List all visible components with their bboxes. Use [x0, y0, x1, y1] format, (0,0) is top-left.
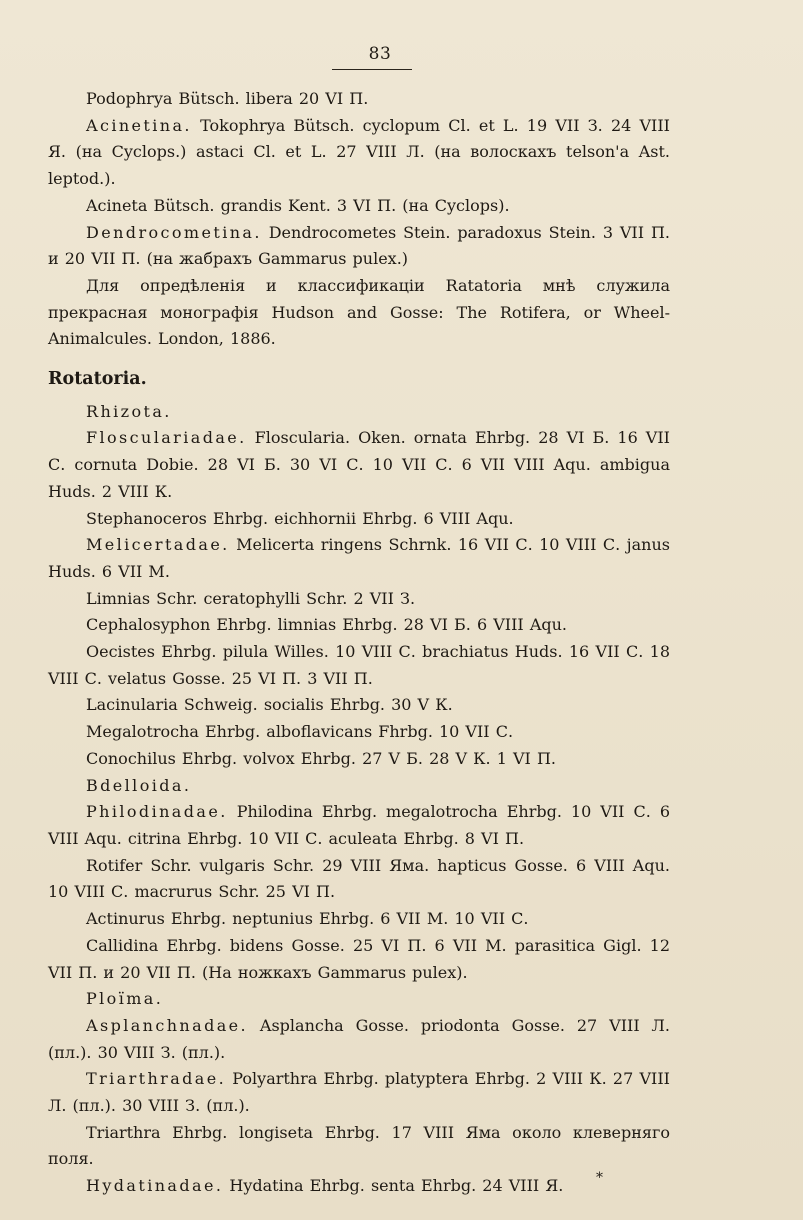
spaced-heading-term: Flosculariadae.: [86, 428, 247, 448]
text-paragraph: [48, 532, 670, 585]
text-paragraph: [48, 933, 670, 986]
text-paragraph: [48, 220, 670, 273]
text-paragraph: [48, 86, 670, 113]
text-paragraph: [48, 1173, 670, 1200]
paragraph-text: Megalotrocha Ehrbg. alboflavicans Fhrbg. 10 VII С.: [86, 722, 514, 742]
page-number: 83: [368, 44, 392, 64]
text-paragraph: [48, 719, 670, 746]
text-paragraph: [48, 986, 670, 1013]
text-paragraph: [48, 853, 670, 906]
text-paragraph: [48, 746, 670, 773]
header-rule: [332, 69, 412, 70]
text-paragraph: [48, 113, 670, 193]
spaced-heading-term: Asplanchnadae.: [86, 1015, 249, 1035]
paragraph-text: Cephalosyphon Ehrbg. limnias Ehrbg. 28 VI Б. 6 VIII Aqu.: [86, 615, 567, 635]
paragraph-text: Dendrocometes Stein. paradoxus Stein. 3 VII П. и 20 VII П. (на жабрахъ Gammarus pulex.): [48, 222, 670, 269]
text-paragraph: [48, 399, 670, 426]
paragraph-text: Hydatina Ehrbg. senta Ehrbg. 24 VIII Я.: [223, 1176, 564, 1196]
section-heading: [48, 366, 670, 393]
paragraph-text: Rotatoria.: [48, 369, 147, 390]
spaced-heading-term: Dendrocometina.: [86, 222, 262, 242]
spaced-heading-term: Philodinadae.: [86, 802, 228, 822]
paragraph-text: Polyarthra Ehrbg. platyptera Ehrbg. 2 VIII К. 27 VIII Л. (пл.). 30 VIII З. (пл.).: [48, 1069, 670, 1116]
text-paragraph: [48, 193, 670, 220]
paragraph-text: Oecistes Ehrbg. pilula Willes. 10 VIII С. brachiatus Huds. 16 VII С. 18 VIII С. velatus Gosse. 25 VI П. 3 VII П.: [48, 642, 670, 688]
spaced-heading-term: Hydatinadae.: [86, 1176, 224, 1196]
spaced-heading-term: Bdelloida.: [86, 775, 192, 795]
paragraph-text: Melicerta ringens Schrnk. 16 VII С. 10 VIII С. janus Huds. 6 VII М.: [48, 535, 670, 581]
paragraph-text: Acineta Bütsch. grandis Kent. 3 VI П. (на Cyclops).: [86, 195, 510, 215]
paragraph-text: Podophrya Bütsch. libera 20 VI П.: [86, 89, 369, 108]
paragraph-text: Limnias Schr. ceratophylli Schr. 2 VII З.: [86, 588, 416, 608]
page-body: [48, 86, 670, 1200]
paragraph-text: Tokophrya Bütsch. cyclopum Cl. et L. 19 VII З. 24 VIII Я. (на Cyclops.) astaci Cl. et L. 27 VIII Л. (на волоскахъ telson'а Ast. leptod.).: [48, 115, 670, 189]
paragraph-text: Philodina Ehrbg. megalotrocha Ehrbg. 10 VII С. 6 VIII Aqu. citrina Ehrbg. 10 VII С. aculeata Ehrbg. 8 VI П.: [48, 802, 670, 848]
paragraph-text: Floscularia. Oken. ornata Ehrbg. 28 VI Б. 16 VII С. cornuta Dobie. 28 VI Б. 30 VI С. 10 VII С. 6 VII VIII Aqu. ambigua Huds. 2 VIII К.: [48, 428, 670, 501]
text-paragraph: [48, 612, 670, 639]
spaced-heading-term: Melicertadae.: [86, 535, 230, 555]
paragraph-text: Conochilus Ehrbg. volvox Ehrbg. 27 V Б. 28 V К. 1 VI П.: [86, 748, 556, 768]
text-paragraph: [48, 1120, 670, 1173]
text-paragraph: [48, 273, 670, 353]
text-paragraph: [48, 425, 670, 505]
paragraph-text: Stephanoceros Ehrbg. eichhornii Ehrbg. 6 VIII Aqu.: [86, 508, 514, 528]
text-paragraph: [48, 1013, 670, 1066]
text-paragraph: [48, 692, 670, 719]
paragraph-text: Rotifer Schr. vulgaris Schr. 29 VIII Яма. hapticus Gosse. 6 VIII Aqu. 10 VIII С. macrurus Schr. 25 VI П.: [48, 855, 670, 902]
spaced-heading-term: Rhizota.: [86, 401, 172, 421]
spaced-heading-term: Acinetina.: [86, 115, 192, 135]
spaced-heading-term: Ploïma.: [86, 989, 164, 1009]
paragraph-text: Lacinularia Schweig. socialis Ehrbg. 30 V К.: [86, 695, 453, 715]
paragraph-text: Для опредѣленія и классификаціи Ratatoria мнѣ служила прекрасная монографія Hudson and Gosse: The Rotifera, or Wheel-Animalcules. London, 1886.: [48, 275, 670, 349]
footer-mark: *: [596, 1170, 603, 1186]
spaced-heading-term: Triarthradae.: [86, 1069, 227, 1089]
paragraph-text: Triarthra Ehrbg. longiseta Ehrbg. 17 VIII Яма около клеверняго поля.: [48, 1122, 670, 1169]
text-paragraph: [48, 906, 670, 933]
paragraph-text: Callidina Ehrbg. bidens Gosse. 25 VI П. 6 VII М. parasitica Gigl. 12 VII П. и 20 VII П. (На ножкахъ Gammarus pulex).: [48, 935, 670, 982]
text-paragraph: [48, 586, 670, 613]
text-paragraph: [48, 639, 670, 692]
paragraph-text: Asplancha Gosse. priodonta Gosse. 27 VIII Л. (пл.). 30 VIII З. (пл.).: [48, 1015, 670, 1062]
text-paragraph: [48, 506, 670, 533]
text-paragraph: [48, 1066, 670, 1119]
text-paragraph: [48, 773, 670, 800]
paragraph-text: Actinurus Ehrbg. neptunius Ehrbg. 6 VII М. 10 VII С.: [86, 909, 529, 929]
text-paragraph: [48, 799, 670, 852]
